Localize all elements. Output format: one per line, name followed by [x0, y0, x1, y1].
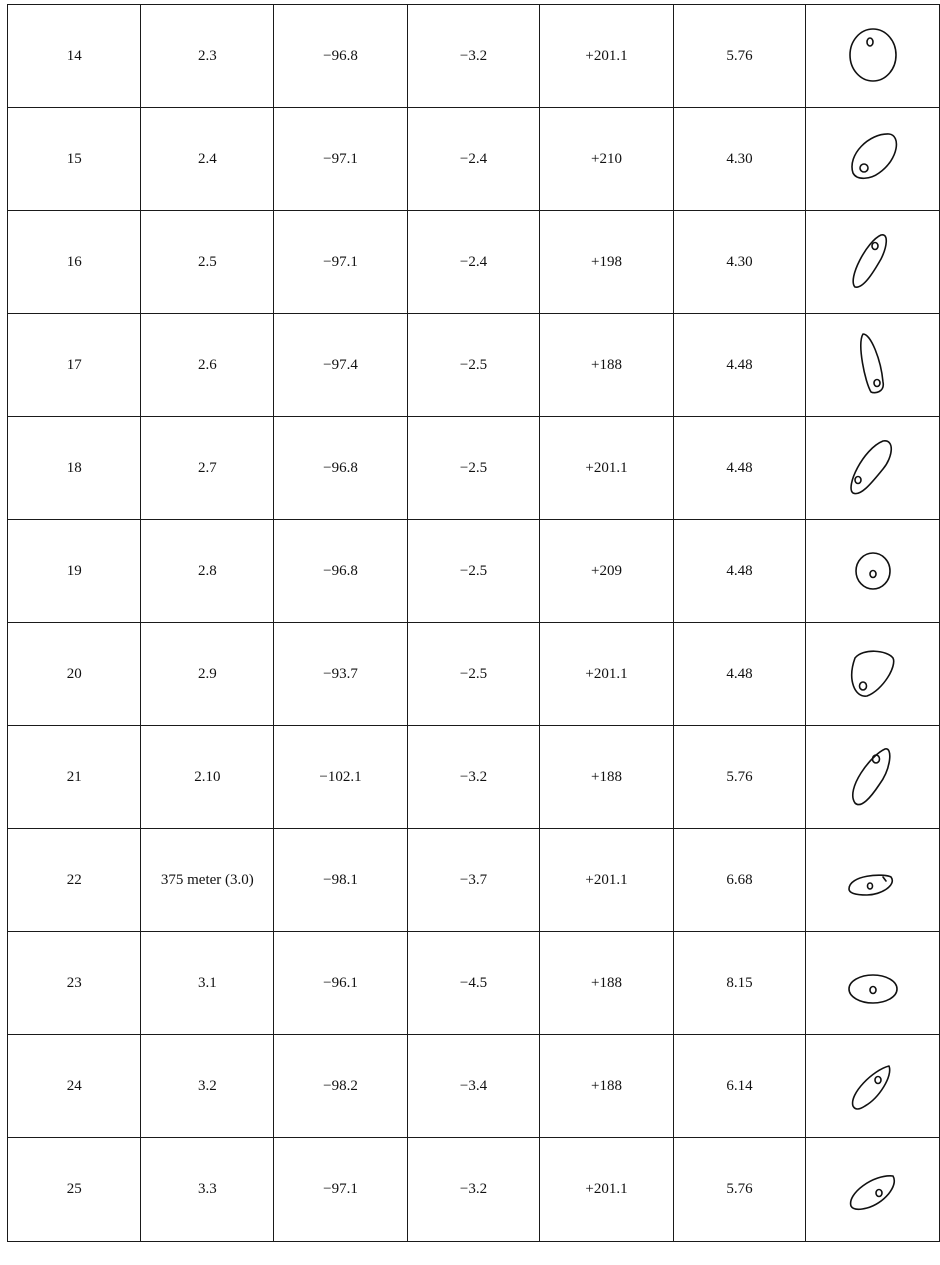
value-cell: −2.4: [407, 211, 539, 314]
point-cell: 3.2: [141, 1035, 274, 1138]
value-cell: +188: [540, 1035, 674, 1138]
small-round-cell-icon: [843, 541, 903, 601]
value-cell: +201.1: [540, 1138, 674, 1242]
tilted-oval-cell-icon: [843, 1058, 903, 1114]
value-cell: −2.5: [407, 520, 539, 623]
point-cell: 2.6: [141, 314, 274, 417]
value-cell: 5.76: [673, 5, 805, 108]
table-row: [8, 211, 940, 314]
row-number-cell: 22: [8, 829, 141, 932]
value-cell: +201.1: [540, 623, 674, 726]
value-cell: +188: [540, 726, 674, 829]
value-cell: −96.1: [274, 932, 408, 1035]
value-cell: −3.2: [407, 1138, 539, 1242]
table-row: [8, 623, 940, 726]
point-cell: 3.3: [141, 1138, 274, 1242]
sketch-cell: [806, 726, 940, 829]
value-cell: 4.48: [673, 520, 805, 623]
point-cell: 2.8: [141, 520, 274, 623]
row-number-cell: 25: [8, 1138, 141, 1242]
sketch-cell: [806, 5, 940, 108]
row-number-cell: 23: [8, 932, 141, 1035]
value-cell: −2.4: [407, 108, 539, 211]
table-row: [8, 1138, 940, 1242]
table-row: [8, 108, 940, 211]
value-cell: +201.1: [540, 5, 674, 108]
data-table-wrapper: [7, 4, 940, 1242]
row-number-cell: 24: [8, 1035, 141, 1138]
value-cell: −96.8: [274, 520, 408, 623]
value-cell: +188: [540, 932, 674, 1035]
elongated-cell-icon: [843, 743, 903, 811]
table-row: [8, 417, 940, 520]
sketch-cell: [806, 829, 940, 932]
row-number-cell: 19: [8, 520, 141, 623]
value-cell: 5.76: [673, 1138, 805, 1242]
value-cell: 4.48: [673, 417, 805, 520]
sketch-cell: [806, 623, 940, 726]
value-cell: −2.5: [407, 623, 539, 726]
value-cell: −102.1: [274, 726, 408, 829]
table-row: [8, 314, 940, 417]
value-cell: −2.5: [407, 417, 539, 520]
value-cell: +198: [540, 211, 674, 314]
elongated-cell-icon: [843, 229, 903, 295]
flat-oval-cell-icon: [843, 855, 903, 905]
value-cell: +210: [540, 108, 674, 211]
sketch-cell: [806, 1138, 940, 1242]
table-row: [8, 726, 940, 829]
sketch-cell: [806, 108, 940, 211]
point-cell: 3.1: [141, 932, 274, 1035]
value-cell: −3.2: [407, 726, 539, 829]
point-cell: 2.3: [141, 5, 274, 108]
value-cell: −3.4: [407, 1035, 539, 1138]
value-cell: +188: [540, 314, 674, 417]
value-cell: −4.5: [407, 932, 539, 1035]
irregular-cell-icon: [843, 644, 903, 704]
table-row: [8, 5, 940, 108]
point-cell: 2.5: [141, 211, 274, 314]
flat-oval-cell-icon: [843, 958, 903, 1008]
value-cell: 4.30: [673, 108, 805, 211]
value-cell: −96.8: [274, 417, 408, 520]
value-cell: −3.2: [407, 5, 539, 108]
value-cell: +209: [540, 520, 674, 623]
value-cell: 6.68: [673, 829, 805, 932]
row-number-cell: 15: [8, 108, 141, 211]
row-number-cell: 20: [8, 623, 141, 726]
value-cell: +201.1: [540, 829, 674, 932]
sketch-cell: [806, 520, 940, 623]
tilted-oval-cell-icon: [843, 1164, 903, 1216]
value-cell: −3.7: [407, 829, 539, 932]
table-body: [8, 5, 940, 1242]
sketch-cell: [806, 417, 940, 520]
value-cell: +201.1: [540, 417, 674, 520]
value-cell: −97.1: [274, 108, 408, 211]
value-cell: 4.30: [673, 211, 805, 314]
point-cell: 2.4: [141, 108, 274, 211]
table-row: [8, 1035, 940, 1138]
row-number-cell: 18: [8, 417, 141, 520]
row-number-cell: 17: [8, 314, 141, 417]
round-cell-icon: [843, 25, 903, 87]
point-cell: 2.7: [141, 417, 274, 520]
value-cell: −2.5: [407, 314, 539, 417]
row-number-cell: 21: [8, 726, 141, 829]
value-cell: 8.15: [673, 932, 805, 1035]
value-cell: −98.1: [274, 829, 408, 932]
value-cell: 6.14: [673, 1035, 805, 1138]
table-row: [8, 932, 940, 1035]
oval-cell-icon: [843, 129, 903, 189]
value-cell: −98.2: [274, 1035, 408, 1138]
elongated-cell-icon: [843, 435, 903, 501]
sketch-cell: [806, 314, 940, 417]
value-cell: −93.7: [274, 623, 408, 726]
value-cell: −97.4: [274, 314, 408, 417]
table-row: [8, 829, 940, 932]
sketch-cell: [806, 211, 940, 314]
data-table: [7, 4, 940, 1242]
table-row: [8, 520, 940, 623]
value-cell: 5.76: [673, 726, 805, 829]
value-cell: −97.1: [274, 211, 408, 314]
point-cell: 375 meter (3.0): [141, 829, 274, 932]
value-cell: −96.8: [274, 5, 408, 108]
sketch-cell: [806, 932, 940, 1035]
point-cell: 2.10: [141, 726, 274, 829]
row-number-cell: 16: [8, 211, 141, 314]
rod-cell-icon: [843, 330, 903, 400]
value-cell: −97.1: [274, 1138, 408, 1242]
value-cell: 4.48: [673, 623, 805, 726]
row-number-cell: 14: [8, 5, 141, 108]
value-cell: 4.48: [673, 314, 805, 417]
sketch-cell: [806, 1035, 940, 1138]
point-cell: 2.9: [141, 623, 274, 726]
